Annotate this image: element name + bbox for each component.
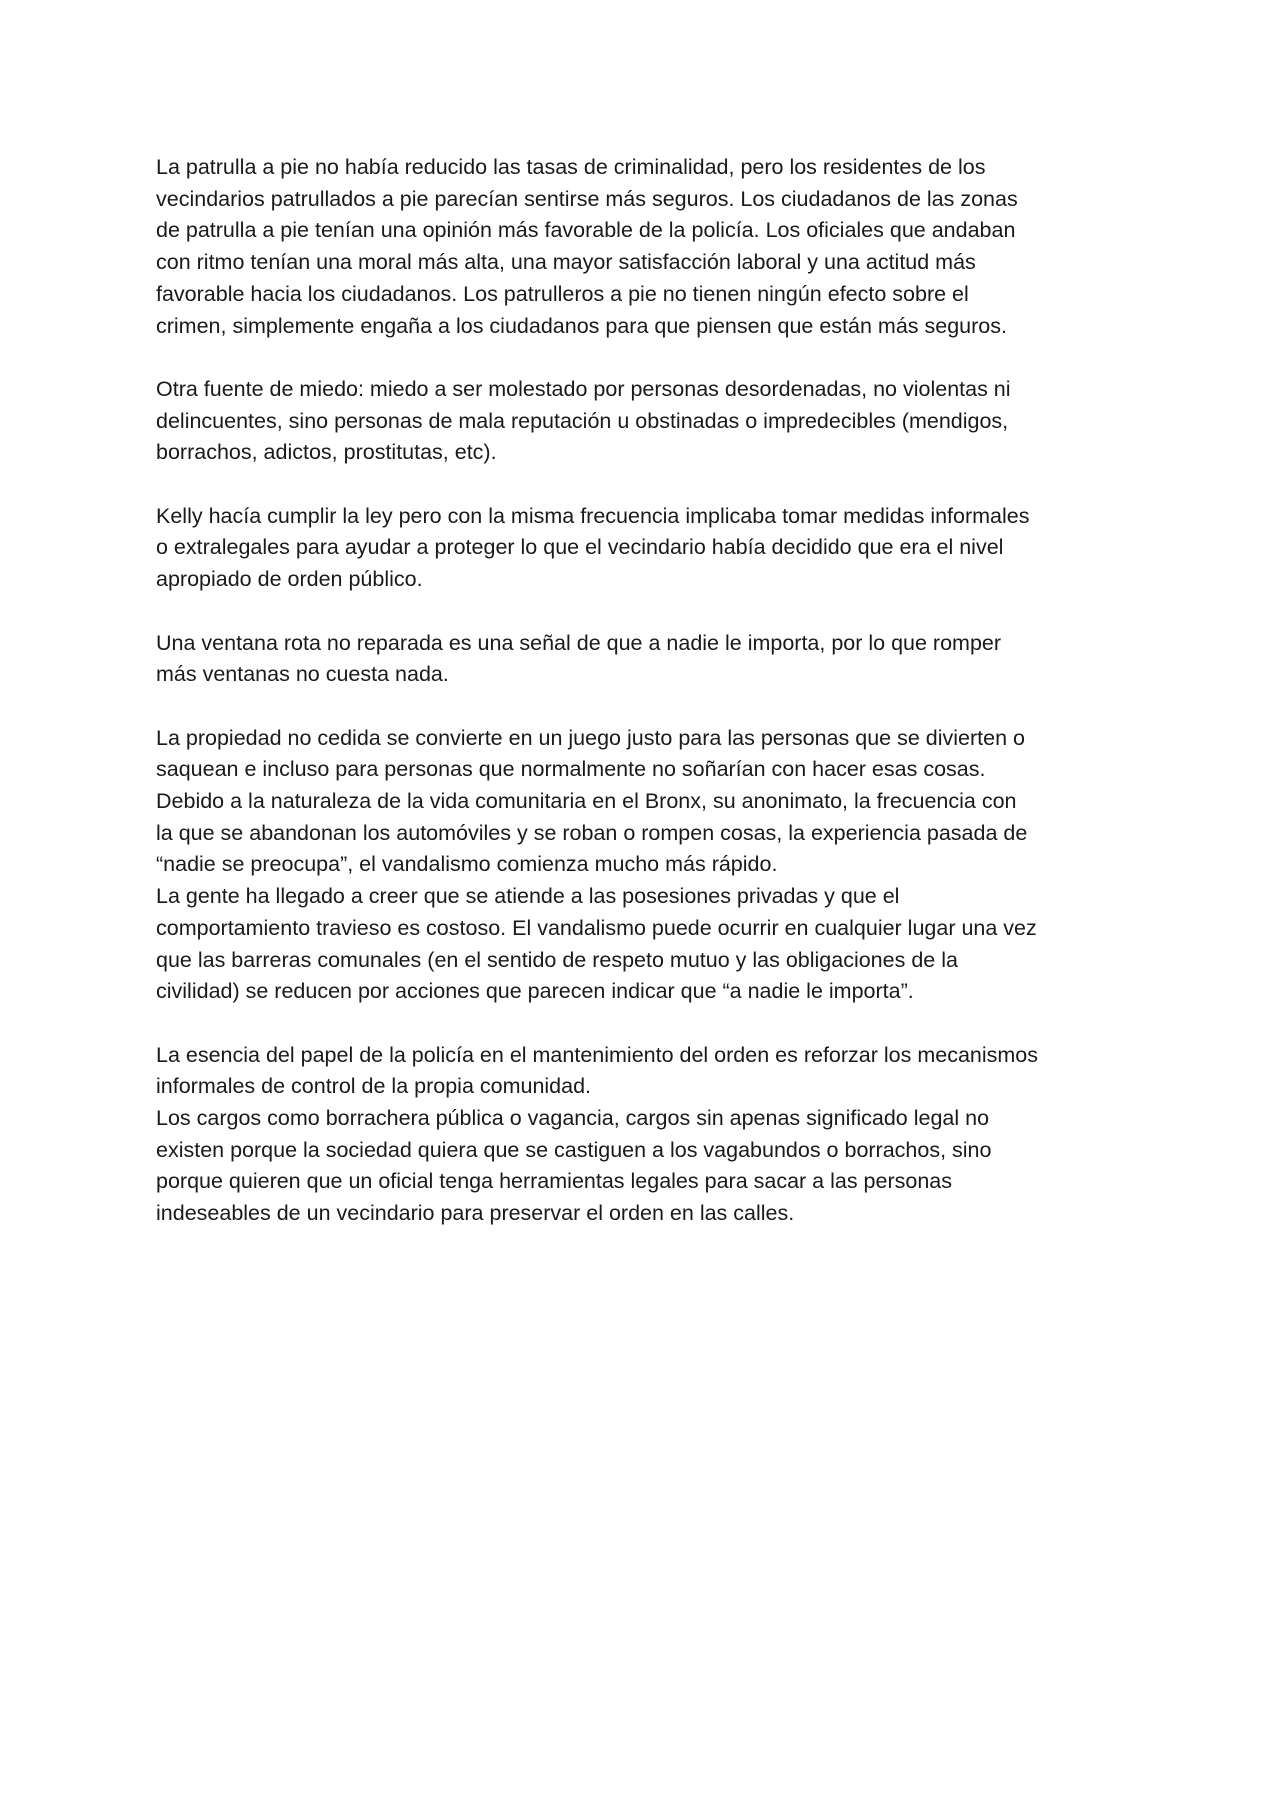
paragraph-kelly: [156, 501, 1141, 596]
text-line: apropiado de orden público.: [156, 567, 423, 592]
text-line: que las barreras comunales (en el sentido de respeto mutuo y las obligaciones de la: [156, 947, 958, 972]
text-line: La esencia del papel de la policía en el mantenimiento del orden es reforzar los mecanismos: [156, 1042, 1039, 1067]
text-line: delincuentes, sino personas de mala reputación u obstinadas o impredecibles (mendigos,: [156, 408, 1009, 433]
text-line: La propiedad no cedida se convierte en un juego justo para las personas que se divierten o: [156, 725, 1025, 750]
text-line: saquean e incluso para personas que normalmente no soñarían con hacer esas cosas.: [156, 757, 986, 782]
text-line: La gente ha llegado a creer que se atiende a las posesiones privadas y que el: [156, 884, 900, 909]
paragraph-fear-source: [156, 374, 1141, 469]
text-line: Otra fuente de miedo: miedo a ser molestado por personas desordenadas, no violentas ni: [156, 376, 1011, 401]
text-line: La patrulla a pie no había reducido las tasas de criminalidad, pero los residentes de los: [156, 155, 986, 179]
text-line: existen porque la sociedad quiera que se castiguen a los vagabundos o borrachos, sino: [156, 1137, 992, 1162]
paragraph-police-role: [156, 1040, 1141, 1103]
text-line: o extralegales para ayudar a proteger lo que el vecindario había decidido que era el nivel: [156, 535, 1004, 560]
text-line: informales de control de la propia comunidad.: [156, 1074, 592, 1099]
text-line: borrachos, adictos, prostitutas, etc).: [156, 440, 497, 465]
text-line: porque quieren que un oficial tenga herramientas legales para sacar a las personas: [156, 1169, 953, 1194]
text-line: más ventanas no cuesta nada.: [156, 662, 449, 687]
text-line: civilidad) se reducen por acciones que parecen indicar que “a nadie le importa”.: [156, 979, 914, 1004]
paragraph-foot-patrol: [156, 152, 1141, 342]
paragraph-charges: [156, 1103, 1141, 1230]
text-line: “nadie se preocupa”, el vandalismo comienza mucho más rápido.: [156, 852, 778, 877]
text-line: Debido a la naturaleza de la vida comunitaria en el Bronx, su anonimato, la frecuencia con: [156, 789, 1017, 813]
paragraph-property: [156, 723, 1141, 882]
text-line: con ritmo tenían una moral más alta, una mayor satisfacción laboral y una actitud más: [156, 250, 976, 275]
document-body: [156, 152, 1141, 1262]
text-line: favorable hacia los ciudadanos. Los patrulleros a pie no tienen ningún efecto sobre el: [156, 281, 969, 306]
text-line: la que se abandonan los automóviles y se roban o rompen cosas, la experiencia pasada de: [156, 820, 1028, 845]
text-line: Los cargos como borrachera pública o vagancia, cargos sin apenas significado legal no: [156, 1106, 990, 1131]
text-line: indeseables de un vecindario para preservar el orden en las calles.: [156, 1201, 795, 1226]
text-line: crimen, simplemente engaña a los ciudadanos para que piensen que están más seguros.: [156, 313, 1007, 338]
text-line: de patrulla a pie tenían una opinión más favorable de la policía. Los oficiales que andaban: [156, 218, 1016, 243]
text-line: Una ventana rota no reparada es una señal de que a nadie le importa, por lo que romper: [156, 630, 1002, 655]
paragraph-vandalism: [156, 881, 1141, 1008]
paragraph-broken-window: [156, 628, 1141, 691]
text-line: comportamiento travieso es costoso. El vandalismo puede ocurrir en cualquier lugar una vez: [156, 915, 1037, 940]
text-line: Kelly hacía cumplir la ley pero con la misma frecuencia implicaba tomar medidas informales: [156, 503, 1030, 528]
text-line: vecindarios patrullados a pie parecían sentirse más seguros. Los ciudadanos de las zonas: [156, 186, 1018, 211]
